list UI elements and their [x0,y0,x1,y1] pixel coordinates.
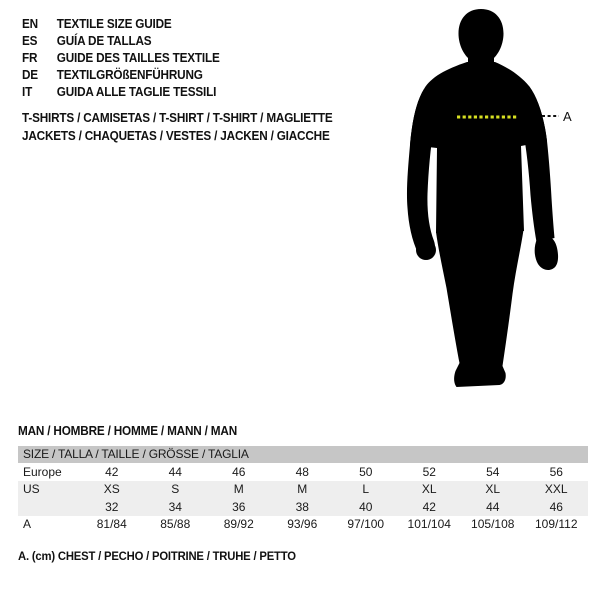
table-cell: 52 [422,464,436,479]
table-cell: 81/84 [96,517,127,532]
table-cell: 93/96 [287,517,318,532]
lang-code: ES [22,33,38,48]
title-row-de [22,66,220,83]
table-row-chest-a [18,516,588,534]
title-text: GUIDA ALLE TAGLIE TESSILI [56,84,217,99]
table-cell: 36 [232,499,246,514]
row-label: Europe [23,464,62,479]
lang-code: IT [22,84,33,99]
table-cell: XXL [544,482,568,497]
measure-label-a: A [563,109,572,124]
size-table-header: SIZE / TALLA / TAILLE / GRÖSSE / TAGLIA [18,446,588,463]
row-label: A [23,517,32,532]
title-text: TEXTILGRÖßENFÜHRUNG [56,67,203,82]
table-row-us-numbers [18,498,588,516]
table-cell: 109/112 [535,517,578,532]
table-cell: 101/104 [407,517,451,532]
category-line-jackets: JACKETS / CHAQUETAS / VESTES / JACKEN / GIACCHE [22,129,330,143]
table-cell: 97/100 [347,517,385,532]
title-text: TEXTILE SIZE GUIDE [56,16,172,31]
title-row-en [22,15,220,32]
table-cell: 46 [232,464,246,479]
table-cell: 48 [295,464,309,479]
table-cell: XL [421,482,437,497]
table-cell: S [171,482,180,497]
table-cell: 44 [168,464,182,479]
man-silhouette [407,9,558,387]
table-cell: 54 [486,464,500,479]
table-row-us-letters [18,481,588,499]
title-row-es [22,32,220,49]
table-cell: 105/108 [471,517,515,532]
lang-code: FR [22,50,38,65]
table-cell: 89/92 [223,517,254,532]
table-cell: 56 [549,464,563,479]
measurement-footnote: A. (cm) CHEST / PECHO / POITRINE / TRUHE / PETTO [18,549,296,563]
lang-code: EN [22,16,38,31]
table-cell: 42 [422,499,436,514]
table-cell: 85/88 [160,517,191,532]
table-cell: XL [485,482,501,497]
man-silhouette-figure [405,5,580,390]
table-cell: 44 [486,499,500,514]
table-cell: 32 [105,499,119,514]
table-cell: XS [103,482,120,497]
table-row-europe [18,463,588,481]
table-cell: 34 [168,499,182,514]
size-table [18,446,588,533]
lang-code: DE [22,67,38,82]
table-cell: 40 [359,499,373,514]
table-cell: 50 [359,464,373,479]
title-row-it [22,83,220,100]
table-cell: M [233,482,244,497]
table-cell: L [362,482,370,497]
title-row-fr [22,49,220,66]
language-title-block [22,15,220,100]
table-cell: 46 [549,499,563,514]
section-title-man: MAN / HOMBRE / HOMME / MANN / MAN [18,424,238,438]
table-cell: M [297,482,308,497]
title-text: GUIDE DES TAILLES TEXTILE [56,50,220,65]
title-text: GUÍA DE TALLAS [56,33,152,48]
category-lines [22,109,333,145]
row-label: US [23,482,40,497]
table-cell: 42 [105,464,119,479]
category-line-tshirts: T-SHIRTS / CAMISETAS / T-SHIRT / T-SHIRT / MAGLIETTE [22,111,333,125]
table-cell: 38 [295,499,309,514]
